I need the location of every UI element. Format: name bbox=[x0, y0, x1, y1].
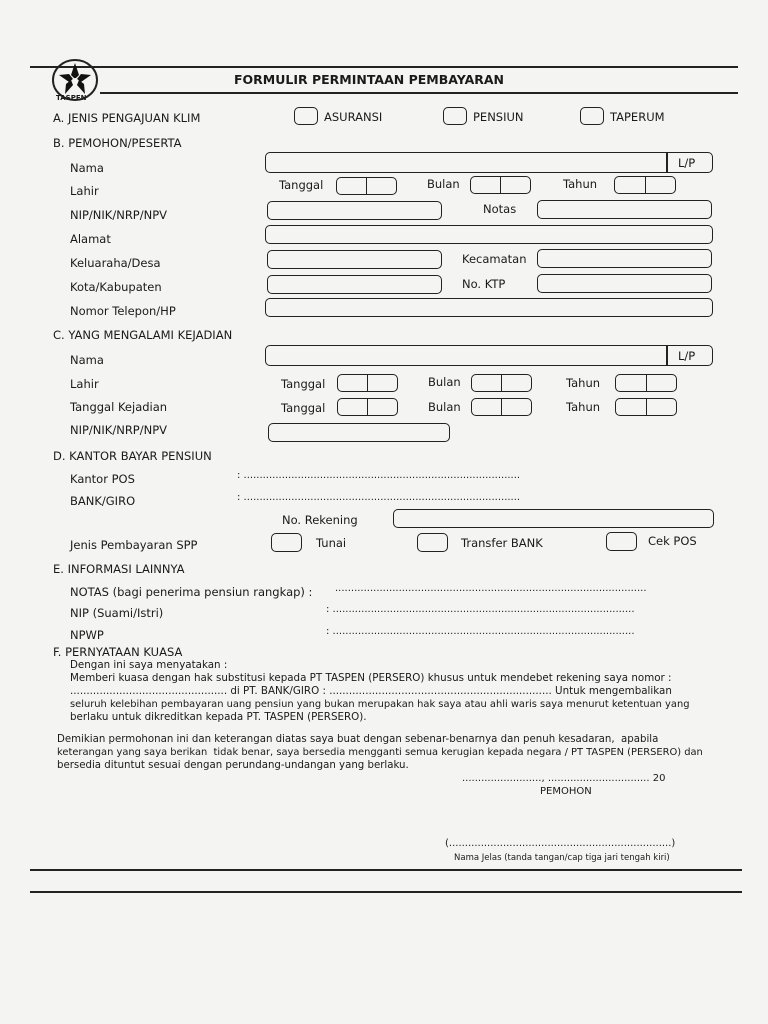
signature-date-line: ........................., ................................ 20 bbox=[462, 773, 666, 784]
e-npwp-dots: : ............................................................................................... bbox=[326, 626, 635, 637]
taspen-logo bbox=[50, 58, 100, 106]
checkbox-asuransi[interactable] bbox=[294, 107, 318, 125]
label-pensiun: PENSIUN bbox=[473, 110, 524, 124]
b-alamat-field[interactable] bbox=[265, 225, 713, 244]
d-jenis-label: Jenis Pembayaran SPP bbox=[70, 538, 198, 552]
c-tgl-kejadian-label: Tanggal Kejadian bbox=[70, 400, 168, 414]
b-kota-field[interactable] bbox=[267, 275, 442, 294]
f-line3: ................................................ di PT. BANK/GIRO : .................................................................... Untuk mengembalikan bbox=[70, 685, 672, 697]
label-asuransi: ASURANSI bbox=[324, 110, 383, 124]
e-npwp-label: NPWP bbox=[70, 628, 104, 642]
section-e-label: E. INFORMASI LAINNYA bbox=[53, 562, 185, 576]
b-kecamatan-field[interactable] bbox=[537, 249, 712, 268]
b-nip-field[interactable] bbox=[267, 201, 442, 220]
c-tahun-label: Tahun bbox=[566, 376, 601, 390]
d-bank-giro-label: BANK/GIRO bbox=[70, 494, 136, 508]
d-rekening-label: No. Rekening bbox=[282, 513, 358, 527]
d-cek-checkbox[interactable] bbox=[606, 532, 637, 551]
declaration-line3: bersedia dituntut sesuai dengan perundang-undangan yang berlaku. bbox=[57, 760, 409, 771]
c-nama-label: Nama bbox=[70, 353, 104, 367]
e-notas-dots: .................................................................................................. bbox=[335, 583, 647, 594]
e-nip-label: NIP (Suami/Istri) bbox=[70, 606, 164, 620]
b-tanggal-label: Tanggal bbox=[279, 178, 324, 192]
d-tunai-label: Tunai bbox=[316, 536, 347, 550]
label-taperum: TAPERUM bbox=[610, 110, 665, 124]
c-tanggal-label: Tanggal bbox=[281, 377, 326, 391]
e-nip-dots: : ............................................................................................... bbox=[326, 604, 635, 615]
c-tanggal2-label: Tanggal bbox=[281, 401, 326, 415]
c-bulan-divider bbox=[501, 374, 502, 392]
e-notas-label: NOTAS (bagi penerima pensiun rangkap) : bbox=[70, 585, 313, 599]
b-ktp-field[interactable] bbox=[537, 274, 712, 293]
b-kelurahan-field[interactable] bbox=[267, 250, 442, 269]
f-line4: seluruh kelebihan pembayaran uang pensiun yang bukan merupakan hak saya atau ahli waris saya menurut ketentuan yang bbox=[70, 699, 690, 710]
c-tanggal2-divider bbox=[367, 398, 368, 416]
signature-name-line: (......................................................................) bbox=[445, 838, 676, 849]
c-bulan2-divider bbox=[501, 398, 502, 416]
b-ktp-label: No. KTP bbox=[462, 277, 506, 291]
b-alamat-label: Alamat bbox=[70, 232, 111, 246]
section-b-label: B. PEMOHON/PESERTA bbox=[53, 136, 182, 150]
f-line2: Memberi kuasa dengan hak substitusi kepada PT TASPEN (PERSERO) khusus untuk mendebet rekening saya nomor : bbox=[70, 672, 672, 684]
c-lp-label: L/P bbox=[678, 349, 696, 363]
section-a-label: A. JENIS PENGAJUAN KLIM bbox=[53, 111, 201, 125]
logo-text: TASPEN bbox=[56, 94, 87, 102]
header-top-rule bbox=[30, 66, 738, 68]
d-tunai-checkbox[interactable] bbox=[271, 533, 302, 552]
signature-pemohon: PEMOHON bbox=[540, 786, 592, 797]
d-kantor-pos-label: Kantor POS bbox=[70, 472, 135, 486]
b-notas-label: Notas bbox=[483, 202, 517, 216]
b-lp-divider bbox=[666, 152, 668, 173]
c-nama-field[interactable] bbox=[265, 345, 713, 366]
b-nama-field[interactable] bbox=[265, 152, 713, 173]
b-telepon-label: Nomor Telepon/HP bbox=[70, 304, 176, 318]
header-bottom-rule bbox=[100, 92, 738, 94]
f-line1: Dengan ini saya menyatakan : bbox=[70, 659, 228, 671]
d-bank-giro-dots: : ....................................................................................... bbox=[237, 492, 521, 503]
b-lp-label: L/P bbox=[678, 156, 696, 170]
checkbox-taperum[interactable] bbox=[580, 107, 604, 125]
section-d-label: D. KANTOR BAYAR PENSIUN bbox=[53, 449, 212, 463]
b-kecamatan-label: Kecamatan bbox=[462, 252, 527, 266]
b-kota-label: Kota/Kabupaten bbox=[70, 280, 162, 294]
signature-caption: Nama Jelas (tanda tangan/cap tiga jari tengah kiri) bbox=[454, 853, 670, 863]
c-tahun2-label: Tahun bbox=[566, 400, 601, 414]
b-nama-label: Nama bbox=[70, 161, 104, 175]
f-line5: berlaku untuk dikreditkan kepada PT. TASPEN (PERSERO). bbox=[70, 711, 367, 723]
b-tanggal-divider bbox=[366, 177, 367, 195]
section-c-label: C. YANG MENGALAMI KEJADIAN bbox=[53, 328, 233, 342]
b-telepon-field[interactable] bbox=[265, 298, 713, 317]
b-lahir-label: Lahir bbox=[70, 184, 99, 198]
b-kelurahan-label: Keluaraha/Desa bbox=[70, 256, 161, 270]
declaration-line2: keterangan yang saya berikan tidak benar, saya bersedia mengganti semua kerugian kepada negara / PT TASPEN (PERSERO) dan bbox=[57, 747, 703, 758]
c-lp-divider bbox=[666, 345, 668, 366]
b-nip-label: NIP/NIK/NRP/NPV bbox=[70, 208, 168, 222]
checkbox-pensiun[interactable] bbox=[443, 107, 467, 125]
footer-rule-2 bbox=[30, 891, 742, 893]
footer-rule-1 bbox=[30, 869, 742, 871]
d-kantor-pos-dots: : ....................................................................................... bbox=[237, 470, 521, 481]
d-transfer-checkbox[interactable] bbox=[417, 533, 448, 552]
b-tahun-label: Tahun bbox=[563, 177, 598, 191]
b-bulan-divider bbox=[500, 176, 501, 194]
c-tahun2-divider bbox=[646, 398, 647, 416]
c-nip-field[interactable] bbox=[268, 423, 450, 442]
form-title: FORMULIR PERMINTAAN PEMBAYARAN bbox=[234, 72, 505, 87]
c-lahir-label: Lahir bbox=[70, 377, 99, 391]
section-f-label: F. PERNYATAAN KUASA bbox=[53, 645, 183, 659]
c-nip-label: NIP/NIK/NRP/NPV bbox=[70, 423, 168, 437]
d-rekening-field[interactable] bbox=[393, 509, 714, 528]
c-tanggal-divider bbox=[367, 374, 368, 392]
d-transfer-label: Transfer BANK bbox=[461, 536, 543, 550]
b-bulan-label: Bulan bbox=[427, 177, 460, 191]
c-tahun-divider bbox=[646, 374, 647, 392]
declaration-line1: Demikian permohonan ini dan keterangan diatas saya buat dengan sebenar-benarnya dan penuh kesadaran, apabila bbox=[57, 734, 659, 745]
c-bulan2-label: Bulan bbox=[428, 400, 461, 414]
c-bulan-label: Bulan bbox=[428, 375, 461, 389]
b-notas-field[interactable] bbox=[537, 200, 712, 219]
b-tahun-divider bbox=[645, 176, 646, 194]
d-cek-label: Cek POS bbox=[648, 534, 697, 548]
